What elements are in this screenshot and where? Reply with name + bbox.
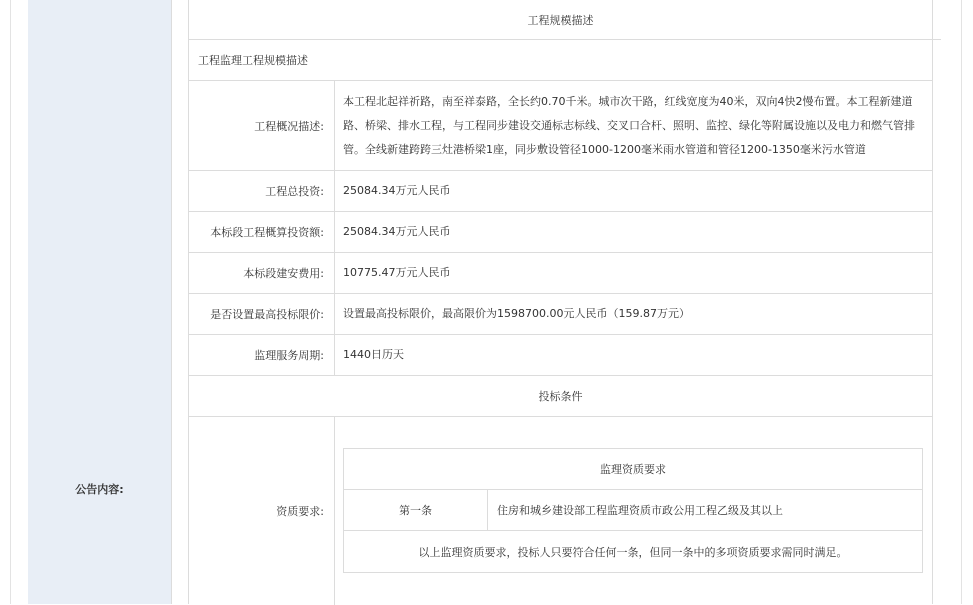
construction-cost-value: 10775.47万元人民币 — [343, 266, 451, 279]
total-investment-row — [189, 170, 932, 211]
construction-cost-key: 本标段建安费用: — [189, 253, 335, 293]
bid-conditions-title: 投标条件 — [538, 390, 583, 403]
total-investment-key: 工程总投资: — [189, 171, 335, 211]
max-bid-price-row — [189, 293, 932, 334]
scale-section-title: 工程规模描述 — [527, 13, 594, 27]
project-overview-value: 本工程北起祥祈路，南至祥泰路，全长约0.70千米。城市次干路，红线宽度为40米，双向4快2慢布置。本工程新建道路、桥梁、排水工程，与工程同步建设交通标志标线、交叉口合杆、照明、监控、绿化等附属设施以及电力和燃气管排管。全线新建跨跨三灶港桥梁1座，同步敷设管径1000-1200毫米雨水管道和管径1200-1350毫米污水管道 — [343, 94, 915, 156]
construction-cost-row — [189, 252, 932, 293]
max-bid-price-key: 是否设置最高投标限价: — [189, 294, 335, 334]
project-overview-row — [189, 80, 932, 170]
scale-section-header — [189, 0, 932, 39]
section-budget-value: 25084.34万元人民币 — [343, 225, 451, 238]
section-budget-key: 本标段工程概算投资额: — [189, 212, 335, 252]
section-budget-row — [189, 211, 932, 252]
announcement-label-column — [28, 0, 172, 604]
service-period-row — [189, 334, 932, 375]
scale-subtitle: 工程监理工程规模描述 — [198, 54, 308, 67]
qualification-item-row — [344, 489, 922, 530]
announcement-content-label: 公告内容: — [75, 483, 124, 496]
frame-left-border — [10, 0, 11, 604]
qualification-table-header: 监理资质要求 — [600, 463, 666, 476]
qualification-item-text: 住房和城乡建设部工程监理资质市政公用工程乙级及其以上 — [497, 504, 783, 517]
max-bid-price-value: 设置最高投标限价，最高限价为1598700.00元人民币（159.87万元） — [343, 307, 690, 320]
qualification-note: 以上监理资质要求，投标人只要符合任何一条，但同一条中的多项资质要求需同时满足。 — [344, 530, 922, 573]
announcement-content-table — [188, 0, 933, 604]
qualification-key: 资质要求: — [189, 417, 335, 605]
project-overview-key: 工程概况描述: — [189, 81, 335, 170]
qualification-table — [343, 448, 923, 573]
bid-conditions-header — [189, 375, 932, 416]
total-investment-value: 25084.34万元人民币 — [343, 184, 451, 197]
service-period-value: 1440日历天 — [343, 348, 404, 361]
qualification-item-number: 第一条 — [344, 490, 488, 530]
frame-right-border — [961, 0, 962, 604]
scale-subtitle-row — [189, 39, 941, 80]
service-period-key: 监理服务周期: — [189, 335, 335, 375]
